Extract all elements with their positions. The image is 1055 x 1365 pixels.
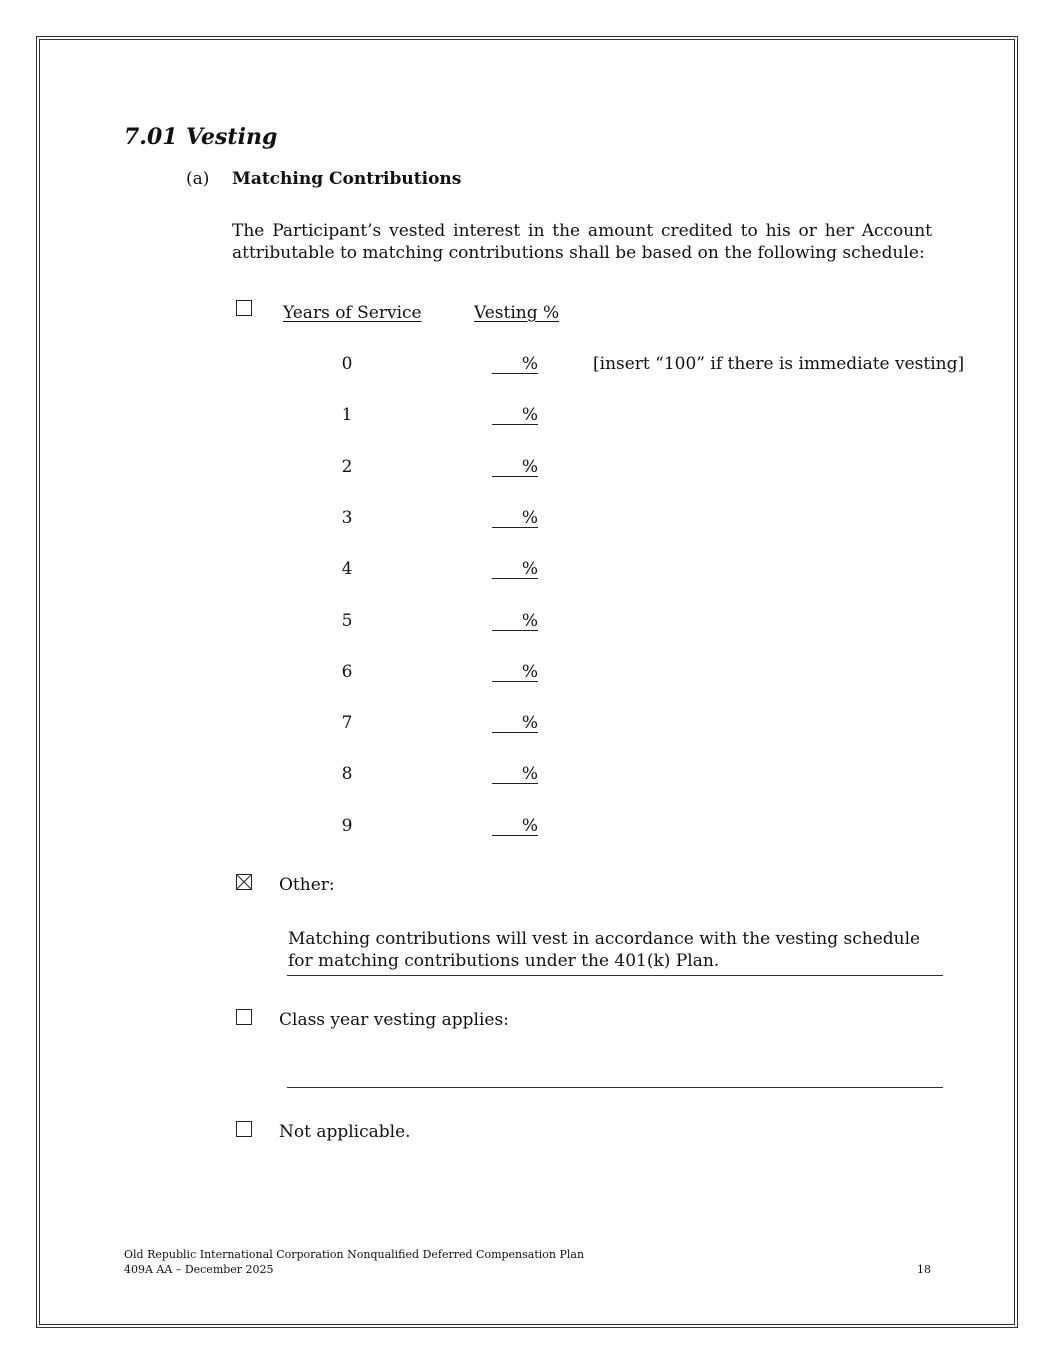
class-year-checkbox[interactable] <box>236 1009 252 1025</box>
vesting-percent-header: Vesting % <box>474 303 560 323</box>
years-of-service-value: 0 <box>341 354 353 374</box>
schedule-intro-paragraph: The Participant’s vested interest in the amount credited to his or her Account attributable to matching contributions shall be based on the following schedule: <box>232 221 932 263</box>
immediate-vesting-note: [insert “100” if there is immediate vesting] <box>593 354 965 374</box>
footer-document-date: 409A AA – December 2025 <box>124 1263 274 1276</box>
section-number: 7.01 <box>124 124 178 150</box>
vesting-percent-blank[interactable]: % <box>492 663 538 682</box>
vesting-percent-blank[interactable]: % <box>492 406 538 425</box>
vesting-percent-blank[interactable]: % <box>492 765 538 784</box>
vesting-percent-blank[interactable]: % <box>492 612 538 631</box>
years-of-service-value: 1 <box>341 405 353 425</box>
years-of-service-value: 9 <box>341 816 353 836</box>
subsection-title: Matching Contributions <box>232 169 462 189</box>
subsection-label: (a) <box>186 169 210 189</box>
other-checkbox[interactable] <box>236 874 252 890</box>
other-underline <box>287 975 943 976</box>
years-of-service-value: 6 <box>341 662 353 682</box>
class-year-blank-line[interactable] <box>287 1087 943 1088</box>
years-of-service-value: 8 <box>341 764 353 784</box>
years-of-service-value: 3 <box>341 508 353 528</box>
class-year-label: Class year vesting applies: <box>279 1010 509 1030</box>
schedule-checkbox[interactable] <box>236 300 252 316</box>
years-of-service-value: 5 <box>341 611 353 631</box>
years-of-service-value: 4 <box>341 559 353 579</box>
years-of-service-header: Years of Service <box>283 303 422 323</box>
page-number: 18 <box>917 1263 931 1276</box>
vesting-percent-blank[interactable]: % <box>492 560 538 579</box>
vesting-percent-blank[interactable]: % <box>492 509 538 528</box>
other-text-field[interactable]: Matching contributions will vest in accordance with the vesting schedule for matching contributions under the 401(k) Plan. <box>288 929 921 971</box>
years-of-service-value: 7 <box>341 713 353 733</box>
not-applicable-checkbox[interactable] <box>236 1121 252 1137</box>
vesting-percent-blank[interactable]: % <box>492 714 538 733</box>
other-label: Other: <box>279 875 335 895</box>
footer-plan-name: Old Republic International Corporation Nonqualified Deferred Compensation Plan <box>124 1248 585 1261</box>
section-heading <box>124 124 277 150</box>
vesting-percent-blank[interactable]: % <box>492 817 538 836</box>
not-applicable-label: Not applicable. <box>279 1122 411 1142</box>
vesting-percent-blank[interactable]: % <box>492 458 538 477</box>
years-of-service-value: 2 <box>341 457 353 477</box>
vesting-percent-blank[interactable]: % <box>492 355 538 374</box>
section-title: Vesting <box>186 124 278 150</box>
